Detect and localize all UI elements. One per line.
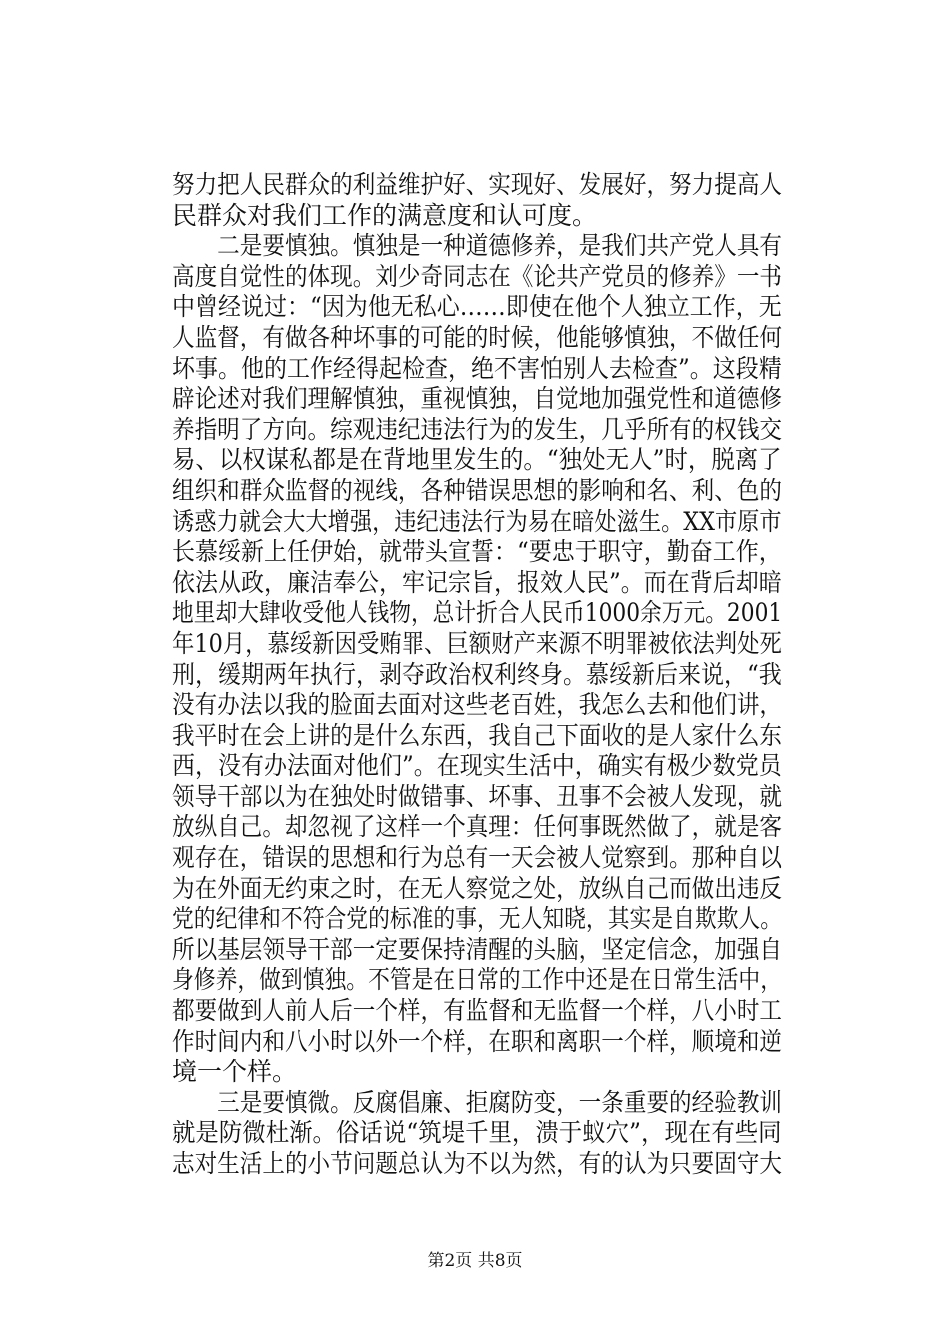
text-line: 观存在，错误的思想和行为总有一天会被人觉察到。那种自以 <box>172 843 783 873</box>
text-line: 辟论述对我们理解慎独，重视慎独，自觉地加强党性和道德修 <box>172 384 783 414</box>
text-line: 党的纪律和不符合党的标准的事，无人知晓，其实是自欺欺人。 <box>172 904 783 934</box>
text-line: 人监督，有做各种坏事的可能的时候，他能够慎独，不做任何 <box>172 322 783 352</box>
text-line: 放纵自己。却忽视了这样一个真理：任何事既然做了，就是客 <box>172 812 783 842</box>
text-line: 组织和群众监督的视线，各种错误思想的影响和名、利、色的 <box>172 475 783 505</box>
text-line: 我平时在会上讲的是什么东西，我自己下面收的是人家什么东 <box>172 720 783 750</box>
text-line: 努力把人民群众的利益维护好、实现好、发展好，努力提高人 <box>172 170 783 199</box>
text-line: 依法从政，廉洁奉公，牢记宗旨，报效人民”。而在背后却暗 <box>172 567 782 597</box>
body-text <box>172 170 782 1180</box>
page-footer: 第2页 共8页 <box>427 1251 523 1271</box>
text-line: 都要做到人前人后一个样，有监督和无监督一个样，八小时工 <box>172 996 783 1026</box>
text-line: 就是防微杜渐。俗话说“筑堤千里，溃于蚁穴”，现在有些同 <box>172 1118 782 1148</box>
text-line: 坏事。他的工作经得起检查，绝不害怕别人去检查”。这段精 <box>172 353 782 383</box>
text-line: 刑，缓期两年执行，剥夺政治权利终身。慕绥新后来说，“我 <box>172 659 782 689</box>
text-line: 领导干部以为在独处时做错事、坏事、丑事不会被人发现，就 <box>172 781 783 811</box>
text-line: 年10月，慕绥新因受贿罪、巨额财产来源不明罪被依法判处死 <box>172 628 782 658</box>
text-line: 长慕绥新上任伊始，就带头宣誓：“要忠于职守，勤奋工作， <box>172 537 782 567</box>
text-line: 所以基层领导干部一定要保持清醒的头脑，坚定信念，加强自 <box>172 934 783 964</box>
text-line: 境一个样。 <box>172 1057 298 1087</box>
text-line: 易、以权谋私都是在背地里发生的。“独处无人”时，脱离了 <box>172 445 782 475</box>
text-line: 身修养，做到慎独。不管是在日常的工作中还是在日常生活中， <box>172 965 783 995</box>
text-line: 高度自觉性的体现。刘少奇同志在《论共产党员的修养》一书 <box>172 261 783 291</box>
text-line: 志对生活上的小节问题总认为不以为然，有的认为只要固守大 <box>172 1149 783 1178</box>
text-line: 二是要慎独。慎独是一种道德修养，是我们共产党人具有 <box>172 231 783 261</box>
text-line: 三是要慎微。反腐倡廉、拒腐防变，一条重要的经验教训 <box>172 1087 783 1117</box>
text-line: 中曾经说过：“因为他无私心……即使在他个人独立工作，无 <box>172 292 782 322</box>
text-line: 诱惑力就会大大增强，违纪违法行为易在暗处滋生。XX市原市 <box>172 506 782 536</box>
text-line: 西，没有办法面对他们”。在现实生活中，确实有极少数党员 <box>172 751 782 781</box>
text-line: 地里却大肆收受他人钱物，总计折合人民币1000余万元。2001 <box>172 598 783 628</box>
text-line: 作时间内和八小时以外一个样，在职和离职一个样，顺境和逆 <box>172 1026 783 1056</box>
text-line: 为在外面无约束之时，在无人察觉之处，放纵自己而做出违反 <box>172 873 783 903</box>
text-line: 没有办法以我的脸面去面对这些老百姓，我怎么去和他们讲， <box>172 690 783 720</box>
text-line: 民群众对我们工作的满意度和认可度。 <box>172 200 598 230</box>
text-line: 养指明了方向。综观违纪违法行为的发生，几乎所有的权钱交 <box>172 414 783 444</box>
